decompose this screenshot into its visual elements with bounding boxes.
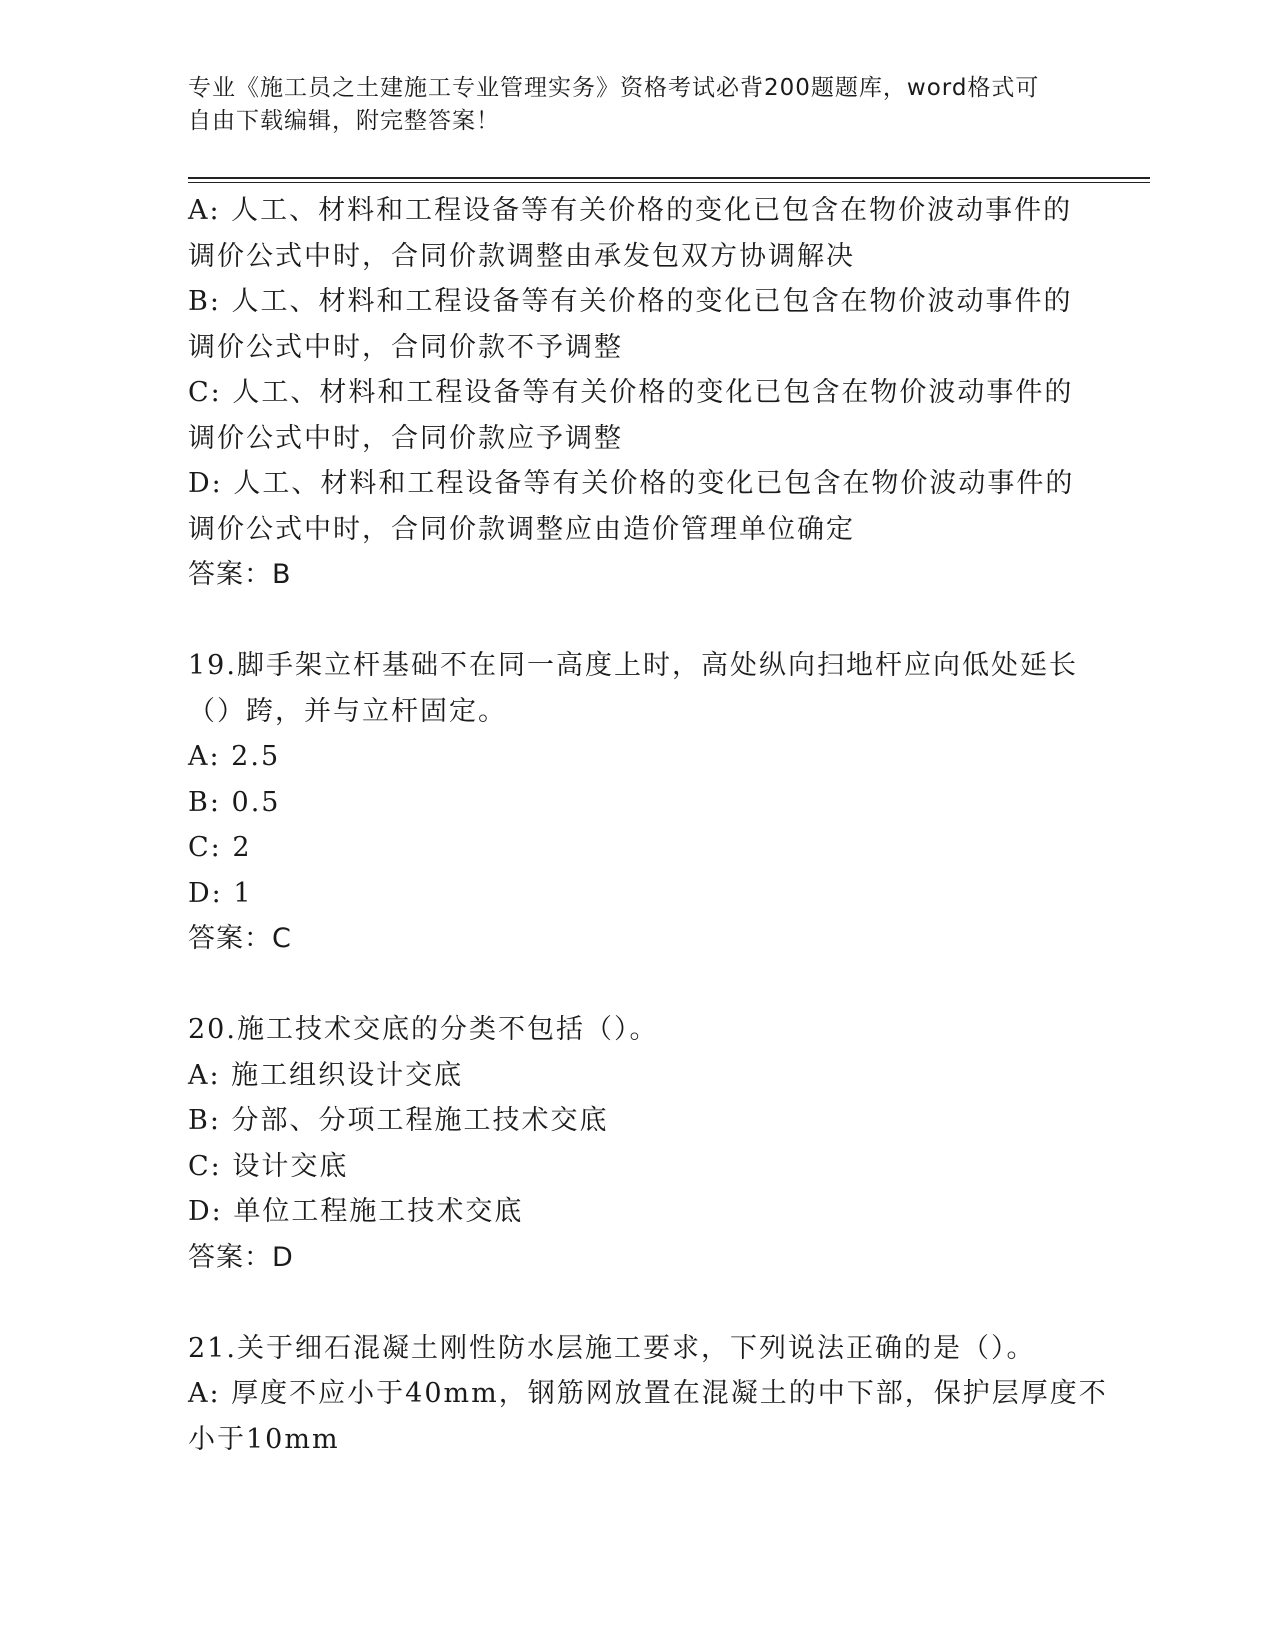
question-stem: 21.关于细石混凝土刚性防水层施工要求，下列说法正确的是（）。 bbox=[188, 1332, 1036, 1364]
option-a: A: 2.5 bbox=[188, 741, 281, 772]
spacer bbox=[188, 962, 1088, 1008]
header-title-line-2: 自由下载编辑，附完整答案！ bbox=[188, 108, 500, 134]
option-a: A: 施工组织设计交底 bbox=[188, 1059, 464, 1091]
option-c-line-2: 调价公式中时，合同价款应予调整 bbox=[188, 422, 623, 454]
question-19 bbox=[188, 643, 1088, 962]
spacer bbox=[188, 598, 1088, 644]
option-b-line-1: B: 人工、材料和工程设备等有关价格的变化已包含在物价波动事件的 bbox=[188, 286, 1073, 317]
question-stem: 20.施工技术交底的分类不包括（）。 bbox=[188, 1014, 659, 1045]
question-stem-line-1: 19.脚手架立杆基础不在同一高度上时，高处纵向扫地杆应向低处延长 bbox=[188, 650, 1078, 681]
header-divider-thin bbox=[188, 182, 1150, 183]
spacer bbox=[188, 1280, 1088, 1326]
answer-label: 答案：D bbox=[188, 1241, 294, 1273]
option-a-line-1: A: 人工、材料和工程设备等有关价格的变化已包含在物价波动事件的 bbox=[188, 195, 1073, 226]
question-21 bbox=[188, 1326, 1108, 1463]
header-divider bbox=[188, 177, 1150, 179]
answer-label: 答案：C bbox=[188, 923, 292, 954]
option-a-line-2: 调价公式中时，合同价款调整由承发包双方协调解决 bbox=[188, 240, 855, 272]
option-d: D: 单位工程施工技术交底 bbox=[188, 1196, 524, 1227]
option-b: B: 分部、分项工程施工技术交底 bbox=[188, 1105, 609, 1136]
question-stem-line-2: （）跨，并与立杆固定。 bbox=[188, 695, 507, 727]
question-20 bbox=[188, 1007, 1088, 1280]
question-list bbox=[188, 188, 1108, 1462]
option-b: B: 0.5 bbox=[188, 786, 281, 818]
option-d-line-2: 调价公式中时，合同价款调整应由造价管理单位确定 bbox=[188, 513, 855, 545]
option-c-line-1: C: 人工、材料和工程设备等有关价格的变化已包含在物价波动事件的 bbox=[188, 377, 1074, 408]
document-header bbox=[188, 72, 1088, 138]
option-b-line-2: 调价公式中时，合同价款不予调整 bbox=[188, 331, 623, 363]
option-d-line-1: D: 人工、材料和工程设备等有关价格的变化已包含在物价波动事件的 bbox=[188, 468, 1075, 499]
header-title-line-1: 专业《施工员之土建施工专业管理实务》资格考试必背200题题库，word格式可 bbox=[188, 75, 1040, 101]
option-d: D: 1 bbox=[188, 877, 253, 909]
question-18-options bbox=[188, 188, 1088, 598]
option-a-line-2: 小于10mm bbox=[188, 1423, 340, 1455]
answer-label: 答案：B bbox=[188, 559, 292, 590]
option-c: C: 2 bbox=[188, 832, 252, 863]
option-c: C: 设计交底 bbox=[188, 1150, 349, 1182]
option-a-line-1: A: 厚度不应小于40mm，钢筋网放置在混凝土的中下部，保护层厚度不 bbox=[188, 1378, 1108, 1409]
